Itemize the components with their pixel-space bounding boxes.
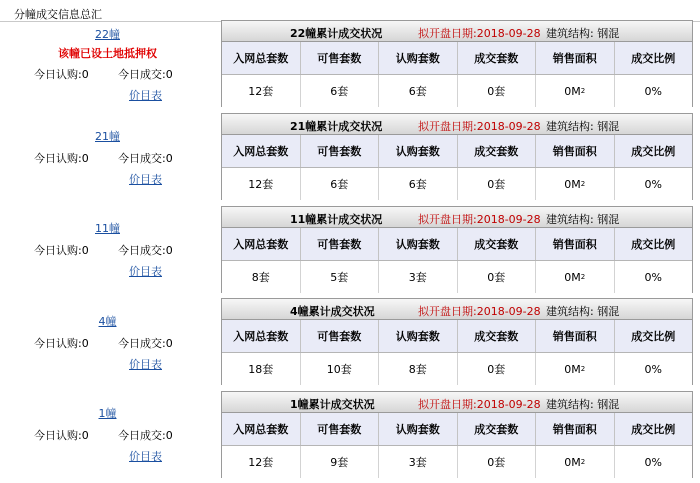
today-subscribe-value: 0 xyxy=(81,429,89,442)
table-header-bar xyxy=(222,299,692,320)
col-total-header: 入网总套数 xyxy=(222,228,301,260)
col-total-header: 入网总套数 xyxy=(222,135,301,167)
col-sold-header: 成交套数 xyxy=(458,228,537,260)
today-deal xyxy=(118,150,173,166)
col-area-header: 销售面积 xyxy=(536,135,615,167)
area-value xyxy=(536,261,615,293)
table-header-bar xyxy=(222,392,692,413)
table-title: 21幢累计成交状况 xyxy=(290,120,383,133)
open-date xyxy=(418,118,541,134)
col-available-header: 可售套数 xyxy=(301,42,380,74)
col-sold-header: 成交套数 xyxy=(458,42,537,74)
today-subscribe-label: 今日认购: xyxy=(34,244,82,257)
structure-value: 钢混 xyxy=(597,120,620,133)
col-subscribed-header: 认购套数 xyxy=(379,228,458,260)
ratio-value: 0% xyxy=(615,75,693,107)
building-table-1 xyxy=(221,391,693,478)
col-sold-header: 成交套数 xyxy=(458,413,537,445)
area-unit-sup: 2 xyxy=(580,273,586,281)
structure-label: 建筑结构: xyxy=(546,213,594,226)
structure-value: 钢混 xyxy=(597,27,620,40)
today-deal-value: 0 xyxy=(165,152,173,165)
column-headers xyxy=(222,135,692,168)
today-subscribe xyxy=(34,427,89,443)
open-date xyxy=(418,25,541,41)
open-date-label: 拟开盘日期: xyxy=(418,213,477,226)
today-deal xyxy=(118,335,173,351)
col-total-header: 入网总套数 xyxy=(222,42,301,74)
open-date-value: 2018-09-28 xyxy=(476,213,541,226)
col-sold-header: 成交套数 xyxy=(458,320,537,352)
col-available-header: 可售套数 xyxy=(301,228,380,260)
building-summary-21 xyxy=(0,128,215,198)
col-area-header: 销售面积 xyxy=(536,42,615,74)
today-deal-label: 今日成交: xyxy=(118,152,166,165)
open-date-label: 拟开盘日期: xyxy=(418,120,477,133)
available-value: 9套 xyxy=(301,446,380,478)
open-date-label: 拟开盘日期: xyxy=(418,27,477,40)
structure xyxy=(546,211,619,227)
sold-value: 0套 xyxy=(458,353,537,385)
building-link[interactable]: 22幢 xyxy=(95,28,120,41)
today-subscribe-label: 今日认购: xyxy=(34,429,82,442)
area-unit-sup: 2 xyxy=(580,180,586,188)
col-ratio-header: 成交比例 xyxy=(615,413,693,445)
building-table-4 xyxy=(221,298,693,385)
ratio-value: 0% xyxy=(615,168,693,200)
ratio-value: 0% xyxy=(615,261,693,293)
subscribed-value: 3套 xyxy=(379,446,458,478)
column-headers xyxy=(222,320,692,353)
structure xyxy=(546,303,619,319)
open-date-value: 2018-09-28 xyxy=(476,120,541,133)
structure-value: 钢混 xyxy=(597,213,620,226)
col-available-header: 可售套数 xyxy=(301,413,380,445)
today-deal-value: 0 xyxy=(165,337,173,350)
today-subscribe-label: 今日认购: xyxy=(34,152,82,165)
column-headers xyxy=(222,228,692,261)
table-header-bar xyxy=(222,207,692,228)
today-deal xyxy=(118,242,173,258)
today-subscribe xyxy=(34,66,89,82)
structure-value: 钢混 xyxy=(597,305,620,318)
today-deal-value: 0 xyxy=(165,244,173,257)
table-row xyxy=(222,168,692,200)
open-date-value: 2018-09-28 xyxy=(476,27,541,40)
today-subscribe-label: 今日认购: xyxy=(34,68,82,81)
structure xyxy=(546,396,619,412)
col-total-header: 入网总套数 xyxy=(222,320,301,352)
structure-label: 建筑结构: xyxy=(546,27,594,40)
available-value: 6套 xyxy=(301,168,380,200)
today-subscribe-value: 0 xyxy=(81,152,89,165)
today-deal xyxy=(118,427,173,443)
table-header-bar xyxy=(222,114,692,135)
area-value xyxy=(536,353,615,385)
open-date-value: 2018-09-28 xyxy=(476,305,541,318)
subscribed-value: 6套 xyxy=(379,75,458,107)
sold-value: 0套 xyxy=(458,168,537,200)
price-list-link[interactable]: 价目表 xyxy=(129,450,162,463)
area-value xyxy=(536,75,615,107)
building-table-11 xyxy=(221,206,693,293)
area-value xyxy=(536,446,615,478)
building-table-21 xyxy=(221,113,693,200)
today-subscribe xyxy=(34,335,89,351)
table-title: 11幢累计成交状况 xyxy=(290,213,383,226)
area-number: 0M xyxy=(564,455,581,469)
price-list-link[interactable]: 价目表 xyxy=(129,89,162,102)
subscribed-value: 3套 xyxy=(379,261,458,293)
today-deal-label: 今日成交: xyxy=(118,429,166,442)
building-link[interactable]: 11幢 xyxy=(95,222,120,235)
col-subscribed-header: 认购套数 xyxy=(379,135,458,167)
open-date xyxy=(418,396,541,412)
table-row xyxy=(222,261,692,293)
area-value xyxy=(536,168,615,200)
area-number: 0M xyxy=(564,84,581,98)
page-title: 分幢成交信息总汇 xyxy=(14,8,102,21)
col-subscribed-header: 认购套数 xyxy=(379,320,458,352)
today-deal-value: 0 xyxy=(165,429,173,442)
area-unit-sup: 2 xyxy=(580,365,586,373)
table-header-bar xyxy=(222,21,692,42)
col-ratio-header: 成交比例 xyxy=(615,135,693,167)
structure-label: 建筑结构: xyxy=(546,398,594,411)
col-total-header: 入网总套数 xyxy=(222,413,301,445)
available-value: 6套 xyxy=(301,75,380,107)
col-available-header: 可售套数 xyxy=(301,320,380,352)
today-deal-label: 今日成交: xyxy=(118,337,166,350)
table-title: 4幢累计成交状况 xyxy=(290,305,375,318)
building-summary-22 xyxy=(0,26,215,106)
structure-value: 钢混 xyxy=(597,398,620,411)
price-list-link[interactable]: 价目表 xyxy=(129,265,162,278)
open-date xyxy=(418,303,541,319)
today-subscribe-label: 今日认购: xyxy=(34,337,82,350)
column-headers xyxy=(222,413,692,446)
area-unit-sup: 2 xyxy=(580,458,586,466)
sold-value: 0套 xyxy=(458,75,537,107)
sold-value: 0套 xyxy=(458,446,537,478)
structure-label: 建筑结构: xyxy=(546,305,594,318)
table-title: 22幢累计成交状况 xyxy=(290,27,383,40)
today-deal xyxy=(118,66,173,82)
table-title: 1幢累计成交状况 xyxy=(290,398,375,411)
building-link[interactable]: 1幢 xyxy=(98,407,117,420)
total-value: 18套 xyxy=(222,353,301,385)
building-summary-11 xyxy=(0,220,215,290)
price-list-link[interactable]: 价目表 xyxy=(129,173,162,186)
col-ratio-header: 成交比例 xyxy=(615,228,693,260)
building-link[interactable]: 4幢 xyxy=(98,315,117,328)
price-list-link[interactable]: 价目表 xyxy=(129,358,162,371)
subscribed-value: 6套 xyxy=(379,168,458,200)
today-deal-label: 今日成交: xyxy=(118,68,166,81)
today-deal-value: 0 xyxy=(165,68,173,81)
building-table-22 xyxy=(221,20,693,107)
today-subscribe xyxy=(34,150,89,166)
today-deal-label: 今日成交: xyxy=(118,244,166,257)
table-row xyxy=(222,446,692,478)
table-row xyxy=(222,75,692,107)
structure-label: 建筑结构: xyxy=(546,120,594,133)
total-value: 12套 xyxy=(222,168,301,200)
open-date-label: 拟开盘日期: xyxy=(418,398,477,411)
open-date xyxy=(418,211,541,227)
total-value: 12套 xyxy=(222,75,301,107)
col-available-header: 可售套数 xyxy=(301,135,380,167)
open-date-value: 2018-09-28 xyxy=(476,398,541,411)
col-area-header: 销售面积 xyxy=(536,228,615,260)
total-value: 8套 xyxy=(222,261,301,293)
open-date-label: 拟开盘日期: xyxy=(418,305,477,318)
mortgage-warning: 该幢已设土地抵押权 xyxy=(58,47,157,60)
table-row xyxy=(222,353,692,385)
area-number: 0M xyxy=(564,362,581,376)
building-summary-4 xyxy=(0,313,215,383)
building-summary-1 xyxy=(0,405,215,475)
structure xyxy=(546,25,619,41)
available-value: 10套 xyxy=(301,353,380,385)
column-headers xyxy=(222,42,692,75)
col-area-header: 销售面积 xyxy=(536,413,615,445)
area-unit-sup: 2 xyxy=(580,87,586,95)
building-link[interactable]: 21幢 xyxy=(95,130,120,143)
col-subscribed-header: 认购套数 xyxy=(379,413,458,445)
ratio-value: 0% xyxy=(615,353,693,385)
today-subscribe xyxy=(34,242,89,258)
area-number: 0M xyxy=(564,270,581,284)
col-subscribed-header: 认购套数 xyxy=(379,42,458,74)
col-sold-header: 成交套数 xyxy=(458,135,537,167)
col-area-header: 销售面积 xyxy=(536,320,615,352)
total-value: 12套 xyxy=(222,446,301,478)
subscribed-value: 8套 xyxy=(379,353,458,385)
area-number: 0M xyxy=(564,177,581,191)
col-ratio-header: 成交比例 xyxy=(615,320,693,352)
col-ratio-header: 成交比例 xyxy=(615,42,693,74)
today-subscribe-value: 0 xyxy=(81,68,89,81)
today-subscribe-value: 0 xyxy=(81,244,89,257)
ratio-value: 0% xyxy=(615,446,693,478)
today-subscribe-value: 0 xyxy=(81,337,89,350)
sold-value: 0套 xyxy=(458,261,537,293)
structure xyxy=(546,118,619,134)
available-value: 5套 xyxy=(301,261,380,293)
